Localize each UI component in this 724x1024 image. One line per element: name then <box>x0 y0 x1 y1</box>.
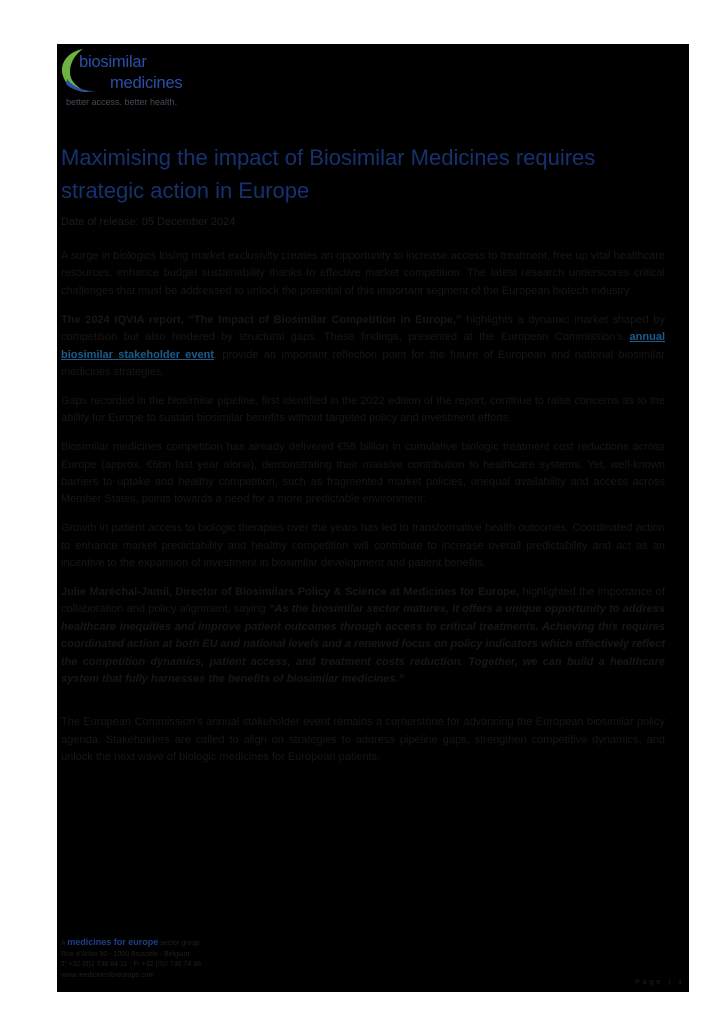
footer <box>61 937 201 981</box>
footer-prefix: A <box>61 940 68 947</box>
footer-phone: T: +32 (0)2 736 84 11 - F: +32 (0)2 736 74 38 <box>61 961 201 968</box>
paragraph-quote-intro: highlighted the importance of collaboration and policy alignment, saying <box>61 586 665 616</box>
speaker-attribution: Julie Maréchal-Jamil, Director of Biosimilars Policy & Science at Medicines for Europe, <box>61 586 520 598</box>
paragraph-quote <box>61 584 665 688</box>
medicines-for-europe-brand: medicines for europe <box>67 937 159 947</box>
paragraph-report-text-a: highlights a dynamic market shaped by competition but also hindered by structural gaps. These findings, presented at the European Commission’s <box>61 313 665 344</box>
page-number: Page | 1 <box>635 979 685 986</box>
document-page <box>57 44 689 992</box>
logo-word-medicines: medicines <box>110 74 183 92</box>
release-date: Date of release: 05 December 2024 <box>61 216 236 228</box>
biosimilar-medicines-logo <box>57 44 217 110</box>
footer-suffix: sector group <box>158 940 200 947</box>
press-release-title: Maximising the impact of Biosimilar Medicines requires strategic action in Europe <box>61 145 596 203</box>
paragraph-report <box>61 312 665 382</box>
footer-sector-line <box>61 937 201 950</box>
speaker-quote: “As the biosimilar sector matures, it offers a unique opportunity to address healthcare inequities and improve patient outcomes through access to critical treatments. Achieving this requires coordinated action at both EU and national levels and a renewed focus on policy indicators which effectively reflect the competition dynamics, patient access, and treatment costs reduction. Together, we can build a healthcare system that fully harnesses the benefits of biosimilar medicines.” <box>61 603 665 686</box>
footer-website[interactable]: www.medicinesforeurope.com <box>61 971 155 979</box>
footer-address: Rue d’Arlon 50 - 1000 Brussels - Belgium <box>61 950 190 958</box>
paragraph-pipeline-gaps: Gaps recorded in the biosimilar pipeline, first identified in the 2022 edition of the report, continue to raise concerns as to the ability for Europe to sustain biosimilar benefits without targeted policy and investment efforts. <box>61 394 665 425</box>
paragraph-report-text-b: , provide an important reflection point for the future of European and national biosimilar medicines strategies. <box>61 348 665 378</box>
report-title: The 2024 IQVIA report, “The Impact of Biosimilar Competition in Europe,” <box>61 313 462 326</box>
stakeholder-event-link[interactable]: annual biosimilar stakeholder event <box>61 331 665 361</box>
paragraph-patient-access: Growth in patient access to biologic therapies over the years has led to transformative health outcomes. Coordinated action to enhance market predictability and healthy competition will contribute to increase overall predictability and act as an incentive to the expansion of investment in biosimilar development and patient benefits. <box>61 522 665 570</box>
logo-word-biosimilar: biosimilar <box>79 53 147 71</box>
logo-tagline: better access. better health. <box>66 97 178 107</box>
paragraph-cost-reductions: Biosimilar medicines competition has already delivered €56 billion in cumulative biologic treatment cost reductions across Europe (approx. €6bn last year alone), demonstrating their massive contribution to healthcare systems. Yet, well-known barriers to uptake and healthy competition, such as fragmented market policies, unequal availability and access across Member States, points towards a need for a more predictable environment. <box>61 441 665 506</box>
paragraph-closing: The European Commission’s annual stakeholder event remains a cornerstone for advancing the European biosimilar policy agenda. Stakeholders are called to align on strategies to address pipeline gaps, strengthen competitive dynamics, and unlock the next wave of biologic medicines for European patients. <box>61 716 665 764</box>
paragraph-intro: A surge in biologics losing market exclusivity creates an opportunity to increase access to treatment, free up vital healthcare resources, enhance budget sustainability thanks to effective market competition. The latest research underscores critical challenges that must be addressed to unlock the potential of this important segment of the European biotech industry. <box>61 250 665 297</box>
article-body <box>61 248 665 778</box>
